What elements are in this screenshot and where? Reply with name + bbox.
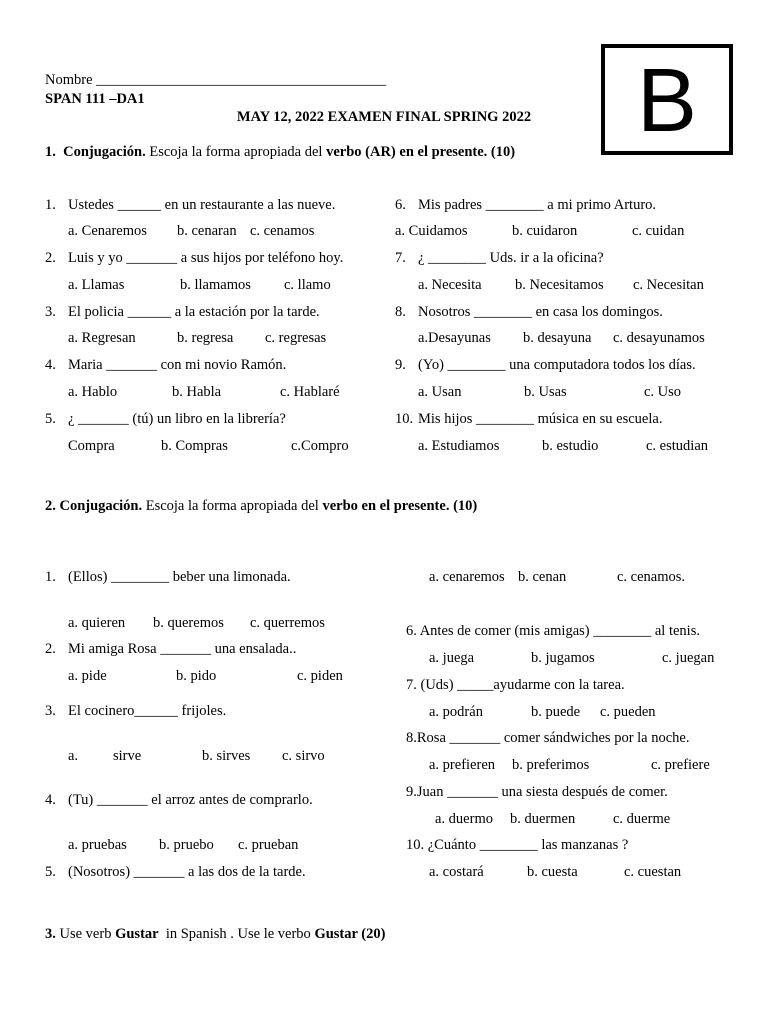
- question-text: Nosotros ________ en casa los domingos.: [418, 304, 663, 320]
- question-text: Mis hijos ________ música en su escuela.: [418, 411, 663, 427]
- section3-text-4: Gustar (20): [314, 926, 386, 942]
- option-a: a. Necesita: [418, 277, 482, 293]
- course-code: SPAN 111 –DA1: [45, 91, 145, 107]
- question-number: 2.: [45, 250, 56, 266]
- option-a: a. Cuidamos: [395, 223, 468, 239]
- option-a: a. Estudiamos: [418, 438, 500, 454]
- question-text: Maria _______ con mi novio Ramón.: [68, 357, 287, 373]
- option-c: c. Necesitan: [633, 277, 704, 293]
- option-a-text: sirve: [113, 748, 142, 764]
- question-text: (Tu) _______ el arroz antes de comprarlo.: [68, 792, 313, 808]
- question-text: (Nosotros) _______ a las dos de la tarde.: [68, 864, 306, 880]
- option-c: c. piden: [297, 668, 343, 684]
- option-b: b. cuidaron: [512, 223, 578, 239]
- question-text: ¿ ________ Uds. ir a la oficina?: [418, 250, 604, 266]
- option-b: b. Usas: [524, 384, 567, 400]
- option-a: a. pide: [68, 668, 107, 684]
- question-number: 3.: [45, 703, 56, 719]
- option-a: a. costará: [429, 864, 484, 880]
- option-a: a.Desayunas: [418, 330, 491, 346]
- option-c: c. llamo: [284, 277, 331, 293]
- question-number: 1.: [45, 197, 56, 213]
- option-b: b. pido: [176, 668, 217, 684]
- question-text: El policia ______ a la estación por la tarde.: [68, 304, 320, 320]
- question-number: 6.: [395, 197, 406, 213]
- question-number: 7.: [395, 250, 406, 266]
- section1-title: Conjugación.: [63, 144, 146, 160]
- option-c: c. querremos: [250, 615, 325, 631]
- question-number: 8.: [395, 304, 406, 320]
- question-text: (Ellos) ________ beber una limonada.: [68, 569, 291, 585]
- question-text: Mis padres ________ a mi primo Arturo.: [418, 197, 657, 213]
- option-b: b. pruebo: [159, 837, 214, 853]
- option-b: b. cuesta: [527, 864, 578, 880]
- question-text: 8.Rosa _______ comer sándwiches por la noche.: [406, 730, 690, 746]
- option-b: b. preferimos: [512, 757, 590, 773]
- option-c: c. juegan: [662, 650, 715, 666]
- section1-number: 1.: [45, 144, 56, 160]
- option-c: c. desayunamos: [613, 330, 705, 346]
- question-text: ¿ _______ (tú) un libro en la librería?: [68, 411, 286, 427]
- exam-title: MAY 12, 2022 EXAMEN FINAL SPRING 2022: [236, 109, 532, 125]
- section3-text-3: in Spanish . Use le verbo: [165, 926, 311, 942]
- option-c: c.Compro: [291, 438, 349, 454]
- option-b: b. sirves: [202, 748, 251, 764]
- option-c: c. prefiere: [651, 757, 710, 773]
- section2-instructions-bold: verbo en el presente. (10): [322, 498, 478, 514]
- option-b: b. estudio: [542, 438, 599, 454]
- option-a: a. Hablo: [68, 384, 118, 400]
- option-c: c. estudian: [646, 438, 709, 454]
- question-text: Ustedes ______ en un restaurante a las nueve.: [68, 197, 336, 213]
- option-b: b. Compras: [161, 438, 228, 454]
- question-number: 1.: [45, 569, 56, 585]
- section1-instructions-bold: verbo (AR) en el presente. (10): [326, 144, 516, 160]
- question-text: 6. Antes de comer (mis amigas) ________ al tenis.: [406, 623, 700, 639]
- section1-instructions: Escoja la forma apropiada del: [149, 144, 323, 160]
- option-b: b. cenaran: [177, 223, 237, 239]
- question-text: (Yo) ________ una computadora todos los días.: [418, 357, 696, 373]
- section3-text-1: Use verb: [59, 926, 112, 942]
- grade-letter: B: [636, 51, 698, 151]
- name-line: Nombre ________________________________________: [45, 72, 387, 88]
- option-b: b. Habla: [172, 384, 222, 400]
- section3-text-2: Gustar: [115, 926, 159, 942]
- option-a: a. duermo: [435, 811, 493, 827]
- option-a: a. Regresan: [68, 330, 136, 346]
- section2-heading: [45, 498, 477, 515]
- question-number: 2.: [45, 641, 56, 657]
- section2-title: Conjugación.: [59, 498, 143, 514]
- option-a: a. quieren: [68, 615, 126, 631]
- question-number: 10.: [395, 411, 414, 427]
- option-a: a. pruebas: [68, 837, 127, 853]
- question-text: 7. (Uds) _____ayudarme con la tarea.: [406, 677, 625, 693]
- section2-number: 2.: [45, 498, 56, 514]
- grade-box: [601, 44, 733, 155]
- question-text: Luis y yo _______ a sus hijos por teléfono hoy.: [68, 250, 344, 266]
- option-a: a. Llamas: [68, 277, 125, 293]
- option-a: Compra: [68, 438, 115, 454]
- question-text: 9.Juan _______ una siesta después de comer.: [406, 784, 668, 800]
- question-text: 10. ¿Cuánto ________ las manzanas ?: [406, 837, 629, 853]
- question-number: 3.: [45, 304, 56, 320]
- option-a: a.: [68, 748, 79, 764]
- option-b: b. cenan: [518, 569, 567, 585]
- option-a: a. podrán: [429, 704, 483, 720]
- question-number: 4.: [45, 792, 56, 808]
- option-c: c. cenamos: [250, 223, 315, 239]
- option-b: b. jugamos: [531, 650, 595, 666]
- option-c: c. pueden: [600, 704, 656, 720]
- option-c: c. cenamos.: [617, 569, 686, 585]
- section1-heading: [45, 144, 515, 161]
- question-text: Mi amiga Rosa _______ una ensalada..: [68, 641, 297, 657]
- option-c: c. cuestan: [624, 864, 682, 880]
- option-b: b. duermen: [510, 811, 576, 827]
- option-c: c. Uso: [644, 384, 682, 400]
- option-a: a. juega: [429, 650, 475, 666]
- section3-heading: [45, 926, 385, 943]
- option-a: a. Usan: [418, 384, 462, 400]
- option-b: b. llamamos: [180, 277, 251, 293]
- option-c: c. Hablaré: [280, 384, 340, 400]
- option-b: b. regresa: [177, 330, 234, 346]
- option-a: a. cenaremos: [429, 569, 505, 585]
- question-number: 9.: [395, 357, 406, 373]
- option-a: a. Cenaremos: [68, 223, 147, 239]
- option-c: c. prueban: [238, 837, 299, 853]
- option-b: b. desayuna: [523, 330, 592, 346]
- section2-instructions: Escoja la forma apropiada del: [145, 498, 319, 514]
- option-b: b. queremos: [153, 615, 224, 631]
- option-b: b. Necesitamos: [515, 277, 604, 293]
- question-number: 5.: [45, 864, 56, 880]
- question-number: 4.: [45, 357, 56, 373]
- option-c: c. sirvo: [282, 748, 325, 764]
- option-b: b. puede: [531, 704, 581, 720]
- option-c: c. regresas: [265, 330, 327, 346]
- question-text: El cocinero______ frijoles.: [68, 703, 227, 719]
- section3-number: 3.: [45, 926, 56, 942]
- option-c: c. duerme: [613, 811, 671, 827]
- question-number: 5.: [45, 411, 56, 427]
- option-c: c. cuidan: [632, 223, 685, 239]
- option-a: a. prefieren: [429, 757, 496, 773]
